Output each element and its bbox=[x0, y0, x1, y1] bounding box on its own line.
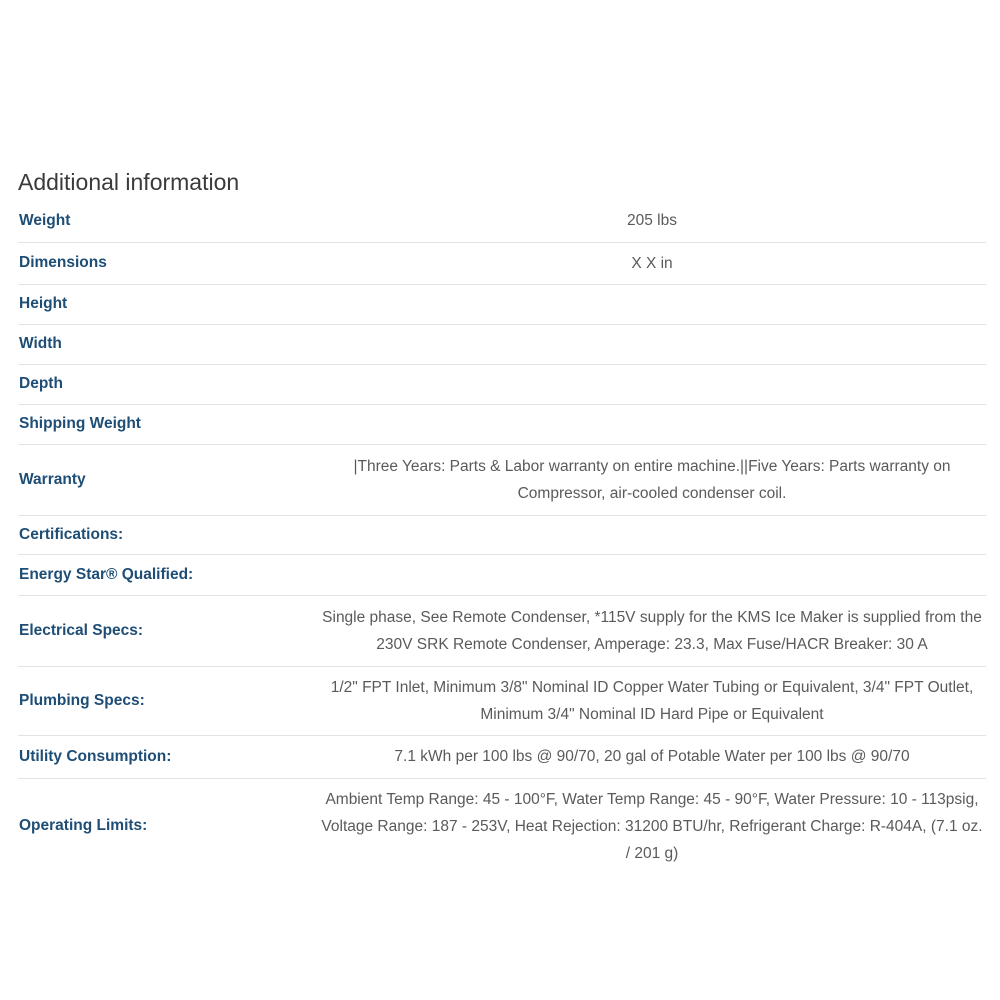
table-row-warranty bbox=[18, 444, 986, 515]
table-row-certifications bbox=[18, 515, 986, 554]
table-row-energy-star bbox=[18, 554, 986, 595]
row-value: |Three Years: Parts & Labor warranty on entire machine.||Five Years: Parts warranty on Compressor, air-cooled condenser coil. bbox=[318, 444, 986, 515]
table-row-shipping-weight bbox=[18, 404, 986, 444]
table-row-electrical-specs bbox=[18, 595, 986, 666]
row-value bbox=[318, 554, 986, 595]
table-row-weight bbox=[18, 200, 986, 242]
row-value bbox=[318, 284, 986, 324]
row-value: 205 lbs bbox=[627, 212, 677, 230]
table-row-height bbox=[18, 284, 986, 324]
row-label: Energy Star® Qualified: bbox=[18, 554, 318, 595]
row-label: Weight bbox=[19, 211, 71, 229]
table-row-depth bbox=[18, 364, 986, 404]
row-value bbox=[318, 324, 986, 364]
row-label: Height bbox=[18, 284, 318, 324]
row-label: Plumbing Specs: bbox=[18, 666, 318, 735]
row-value bbox=[318, 515, 986, 554]
table-row-operating-limits bbox=[18, 778, 986, 874]
table-row-plumbing-specs bbox=[18, 666, 986, 735]
row-label: Depth bbox=[18, 364, 318, 404]
row-value: 7.1 kWh per 100 lbs @ 90/70, 20 gal of Potable Water per 100 lbs @ 90/70 bbox=[318, 735, 986, 778]
row-label: Width bbox=[18, 324, 318, 364]
section-title: Additional information bbox=[18, 169, 240, 195]
row-value bbox=[318, 364, 986, 404]
row-label: Operating Limits: bbox=[18, 778, 318, 874]
row-value bbox=[318, 404, 986, 444]
row-value: 1/2" FPT Inlet, Minimum 3/8" Nominal ID Copper Water Tubing or Equivalent, 3/4" FPT Outlet, Minimum 3/4" Nominal ID Hard Pipe or Equivalent bbox=[318, 666, 986, 735]
row-label: Utility Consumption: bbox=[18, 735, 318, 778]
specs-table bbox=[18, 200, 986, 874]
table-row-utility-consumption bbox=[18, 735, 986, 778]
row-label: Electrical Specs: bbox=[18, 595, 318, 666]
row-value: Single phase, See Remote Condenser, *115V supply for the KMS Ice Maker is supplied from the 230V SRK Remote Condenser, Amperage: 23.3, Max Fuse/HACR Breaker: 30 A bbox=[318, 595, 986, 666]
row-value: X X in bbox=[318, 242, 986, 284]
row-label: Certifications: bbox=[18, 515, 318, 554]
row-label: Shipping Weight bbox=[18, 404, 318, 444]
row-label: Dimensions bbox=[18, 242, 318, 284]
additional-information-section bbox=[18, 164, 986, 874]
row-label: Warranty bbox=[18, 444, 318, 515]
table-row-width bbox=[18, 324, 986, 364]
row-value: Ambient Temp Range: 45 - 100°F, Water Temp Range: 45 - 90°F, Water Pressure: 10 - 113psig, Voltage Range: 187 - 253V, Heat Rejection: 31200 BTU/hr, Refrigerant Charge: R-404A, (7.1 oz. / 201 g) bbox=[318, 778, 986, 874]
table-row-dimensions bbox=[18, 242, 986, 284]
